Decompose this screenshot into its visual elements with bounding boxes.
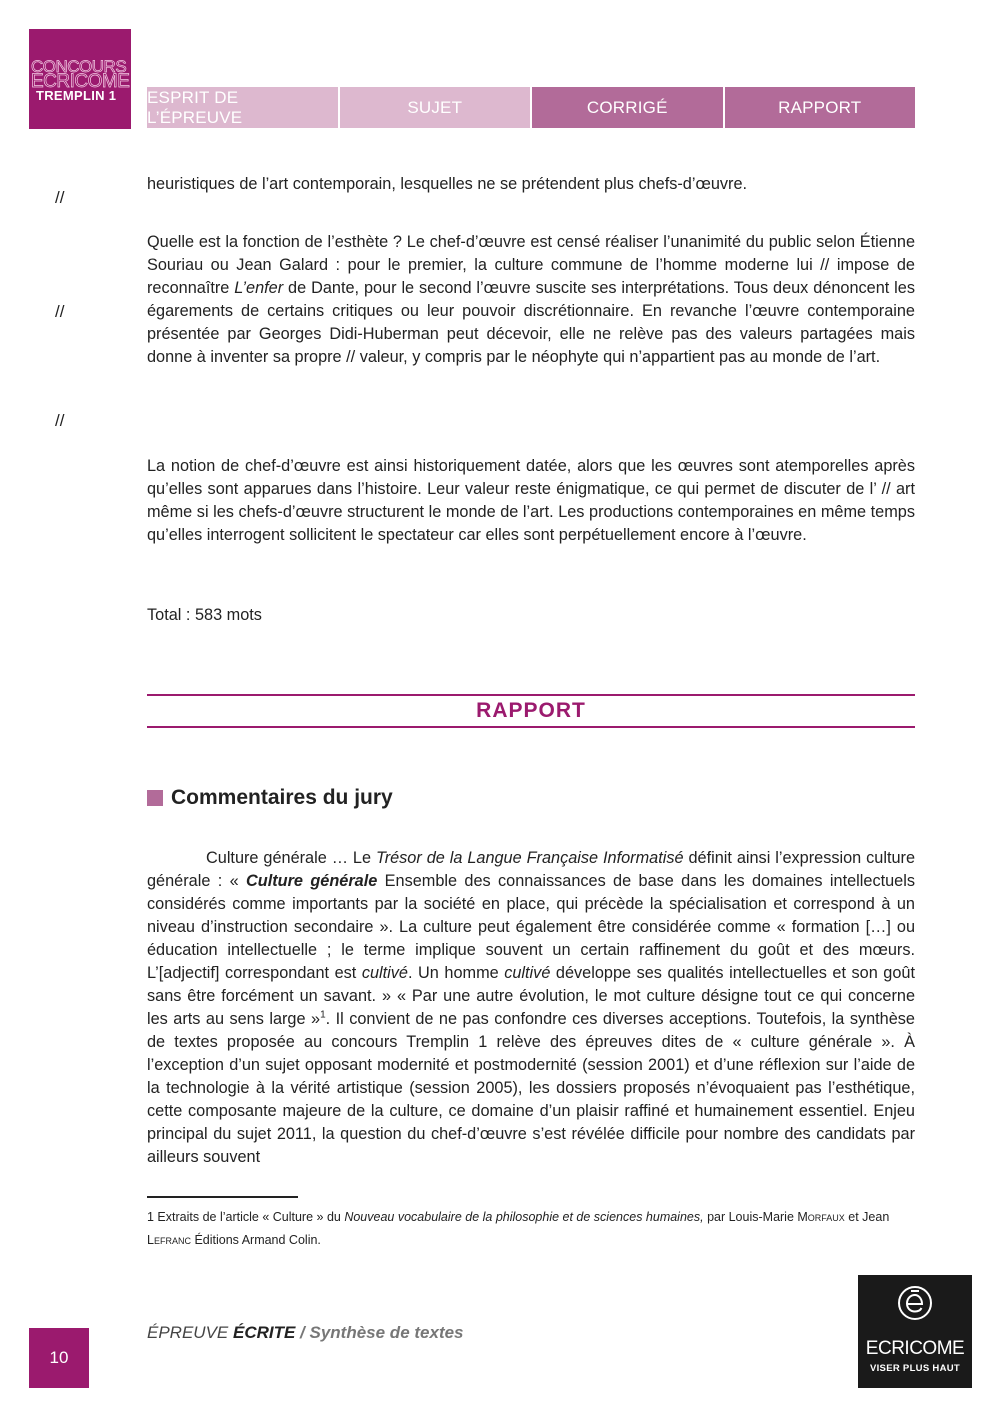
page-number-text: 10 bbox=[49, 1348, 69, 1367]
concours-brand-box bbox=[29, 29, 131, 129]
rapport-bold-italic: Culture générale bbox=[246, 872, 378, 890]
corrige-p2-text-a: Quelle est la fonction de l’esthète ? Le chef-d’œuvre est censé réaliser l’unanimité du public selon Étienne Souriau ou Jean Galard : pour le premier, la culture commune de l’homme moderne lui // impose de reconnaître bbox=[147, 233, 915, 297]
brand-tremplin: TREMPLIN 1 bbox=[36, 88, 117, 103]
ecricome-e-icon bbox=[897, 1285, 933, 1321]
tab-corrige[interactable]: CORRIGÉ bbox=[532, 87, 723, 128]
footnote-text: par Louis-Marie bbox=[703, 1210, 798, 1224]
jury-comments-heading bbox=[147, 786, 393, 810]
rapport-italic: cultivé bbox=[361, 964, 408, 982]
footer-title-b: ÉCRITE bbox=[232, 1323, 296, 1342]
footer-title bbox=[147, 1323, 464, 1343]
word-count-text: Total : 583 mots bbox=[147, 606, 262, 624]
rapport-section-header bbox=[147, 694, 915, 728]
rapport-text: . Un homme bbox=[407, 964, 505, 982]
corrige-paragraph-1 bbox=[147, 173, 915, 196]
rapport-text: Culture générale … Le bbox=[206, 849, 376, 867]
corrige-p2-text-b: de Dante, pour le second l’œuvre suscite ses interprétations. Tous deux dénoncent les égarements de certains critiques ou leur pouvoir discrétionnaire. En revanche l’œuvre contemporaine présentée par Georges Didi-Huberman peut décevoir, elle ne relève pas des valeurs partagées mais donne à inventer sa propre // valeur, y compris par le néophyte qui n’appartient pas au monde de l’art. bbox=[147, 279, 915, 366]
rapport-text: définit ainsi l’expression culture générale : « bbox=[147, 849, 915, 890]
rapport-paragraph bbox=[147, 847, 915, 1169]
corrige-paragraph-3 bbox=[147, 455, 915, 547]
rapport-text: Ensemble des connaissances de base dans les domaines intellectuels considérés comme importants par la société en place, qui précède la spécialisation et correspond à un niveau d’instruction secondaire ». La culture peut également être considérée comme « formation […] ou éducation intellectuelle ; le terme implique souvent un certain raffinement du goût et des mœurs. L’[adjectif] correspondant est bbox=[147, 872, 915, 982]
rapport-text: développe ses qualités intellectuelles et son goût sans être forcément un savant. » « Par une autre évolution, le mot culture désigne tout ce qui concerne les arts au sens large » bbox=[147, 964, 915, 1028]
corrige-paragraph-2 bbox=[147, 231, 915, 369]
ecricome-logo bbox=[858, 1275, 972, 1388]
corrige-p2-italic: L’enfer bbox=[234, 279, 284, 297]
corrige-p1-text: heuristiques de l’art contemporain, lesquelles ne se prétendent plus chefs-d’œuvre. bbox=[147, 175, 748, 193]
footnote-text: Éditions Armand Colin. bbox=[190, 1233, 321, 1247]
logo-tagline: VISER PLUS HAUT bbox=[869, 1363, 960, 1374]
tab-rapport[interactable]: RAPPORT bbox=[725, 87, 916, 128]
section-tabs bbox=[147, 87, 915, 128]
footnote bbox=[147, 1206, 915, 1252]
jury-comments-title: Commentaires du jury bbox=[171, 786, 393, 809]
rapport-text: . Il convient de ne pas confondre ces diverses acceptions. Toutefois, la synthèse de textes proposée au concours Tremplin 1 relève des épreuves dites de « culture générale ». À l’exception d’un sujet opposant modernité et postmodernité (session 2001) et d’une réflexion sur l’aide de la technologie à la vérité artistique (session 2005), les dossiers proposés n’évoquaient pas l’esthétique, cette composante majeure de la culture, ce domaine d’un plaisir raffiné et humainement essentiel. Enjeu principal du sujet 2011, la question du chef-d’œuvre s’est révélée difficile pour nombre des candidats par ailleurs souvent bbox=[147, 1010, 915, 1166]
margin-mark: // bbox=[55, 411, 65, 430]
rapport-section-title: RAPPORT bbox=[476, 699, 586, 722]
brand-ecricome: ECRICOME bbox=[31, 71, 130, 92]
brand-concours: CONCOURS bbox=[31, 57, 127, 76]
footnote-smallcaps: Lefranc bbox=[147, 1233, 191, 1247]
word-count bbox=[147, 604, 915, 627]
bullet-square-icon bbox=[147, 790, 163, 806]
footnote-italic: Nouveau vocabulaire de la philosophie et de sciences humaines, bbox=[344, 1210, 704, 1224]
footnote-ref[interactable]: 1 bbox=[320, 1009, 326, 1021]
rapport-italic: Trésor de la Langue Française Informatisé bbox=[375, 849, 684, 867]
tab-sujet[interactable]: SUJET bbox=[340, 87, 531, 128]
footnote-text: et Jean bbox=[844, 1210, 890, 1224]
page-number bbox=[29, 1328, 89, 1388]
logo-name: ECRICOME bbox=[865, 1338, 965, 1359]
footnote-text: 1 Extraits de l’article « Culture » du bbox=[147, 1210, 345, 1224]
margin-mark: // bbox=[55, 188, 65, 207]
rapport-italic: cultivé bbox=[504, 964, 551, 982]
margin-mark: // bbox=[55, 302, 65, 321]
footnote-divider bbox=[147, 1196, 298, 1198]
footer-title-a: ÉPREUVE bbox=[147, 1323, 233, 1342]
footer-title-c: / Synthèse de textes bbox=[295, 1323, 464, 1342]
corrige-p3-text: La notion de chef-d’œuvre est ainsi historiquement datée, alors que les œuvres sont atemporelles après qu’elles sont apparues dans l’histoire. Leur valeur reste énigmatique, ce qui permet de discuter de l’ // art même si les chefs-d’œuvre structurent le monde de l’art. Les productions contemporaines en même temps qu’elles interrogent sollicitent le spectateur car elles sont perpétuellement encore à l’œuvre. bbox=[147, 457, 915, 544]
footnote-smallcaps: Morfaux bbox=[797, 1210, 845, 1224]
tab-esprit-epreuve[interactable]: ESPRIT DE L’ÉPREUVE bbox=[147, 87, 338, 128]
